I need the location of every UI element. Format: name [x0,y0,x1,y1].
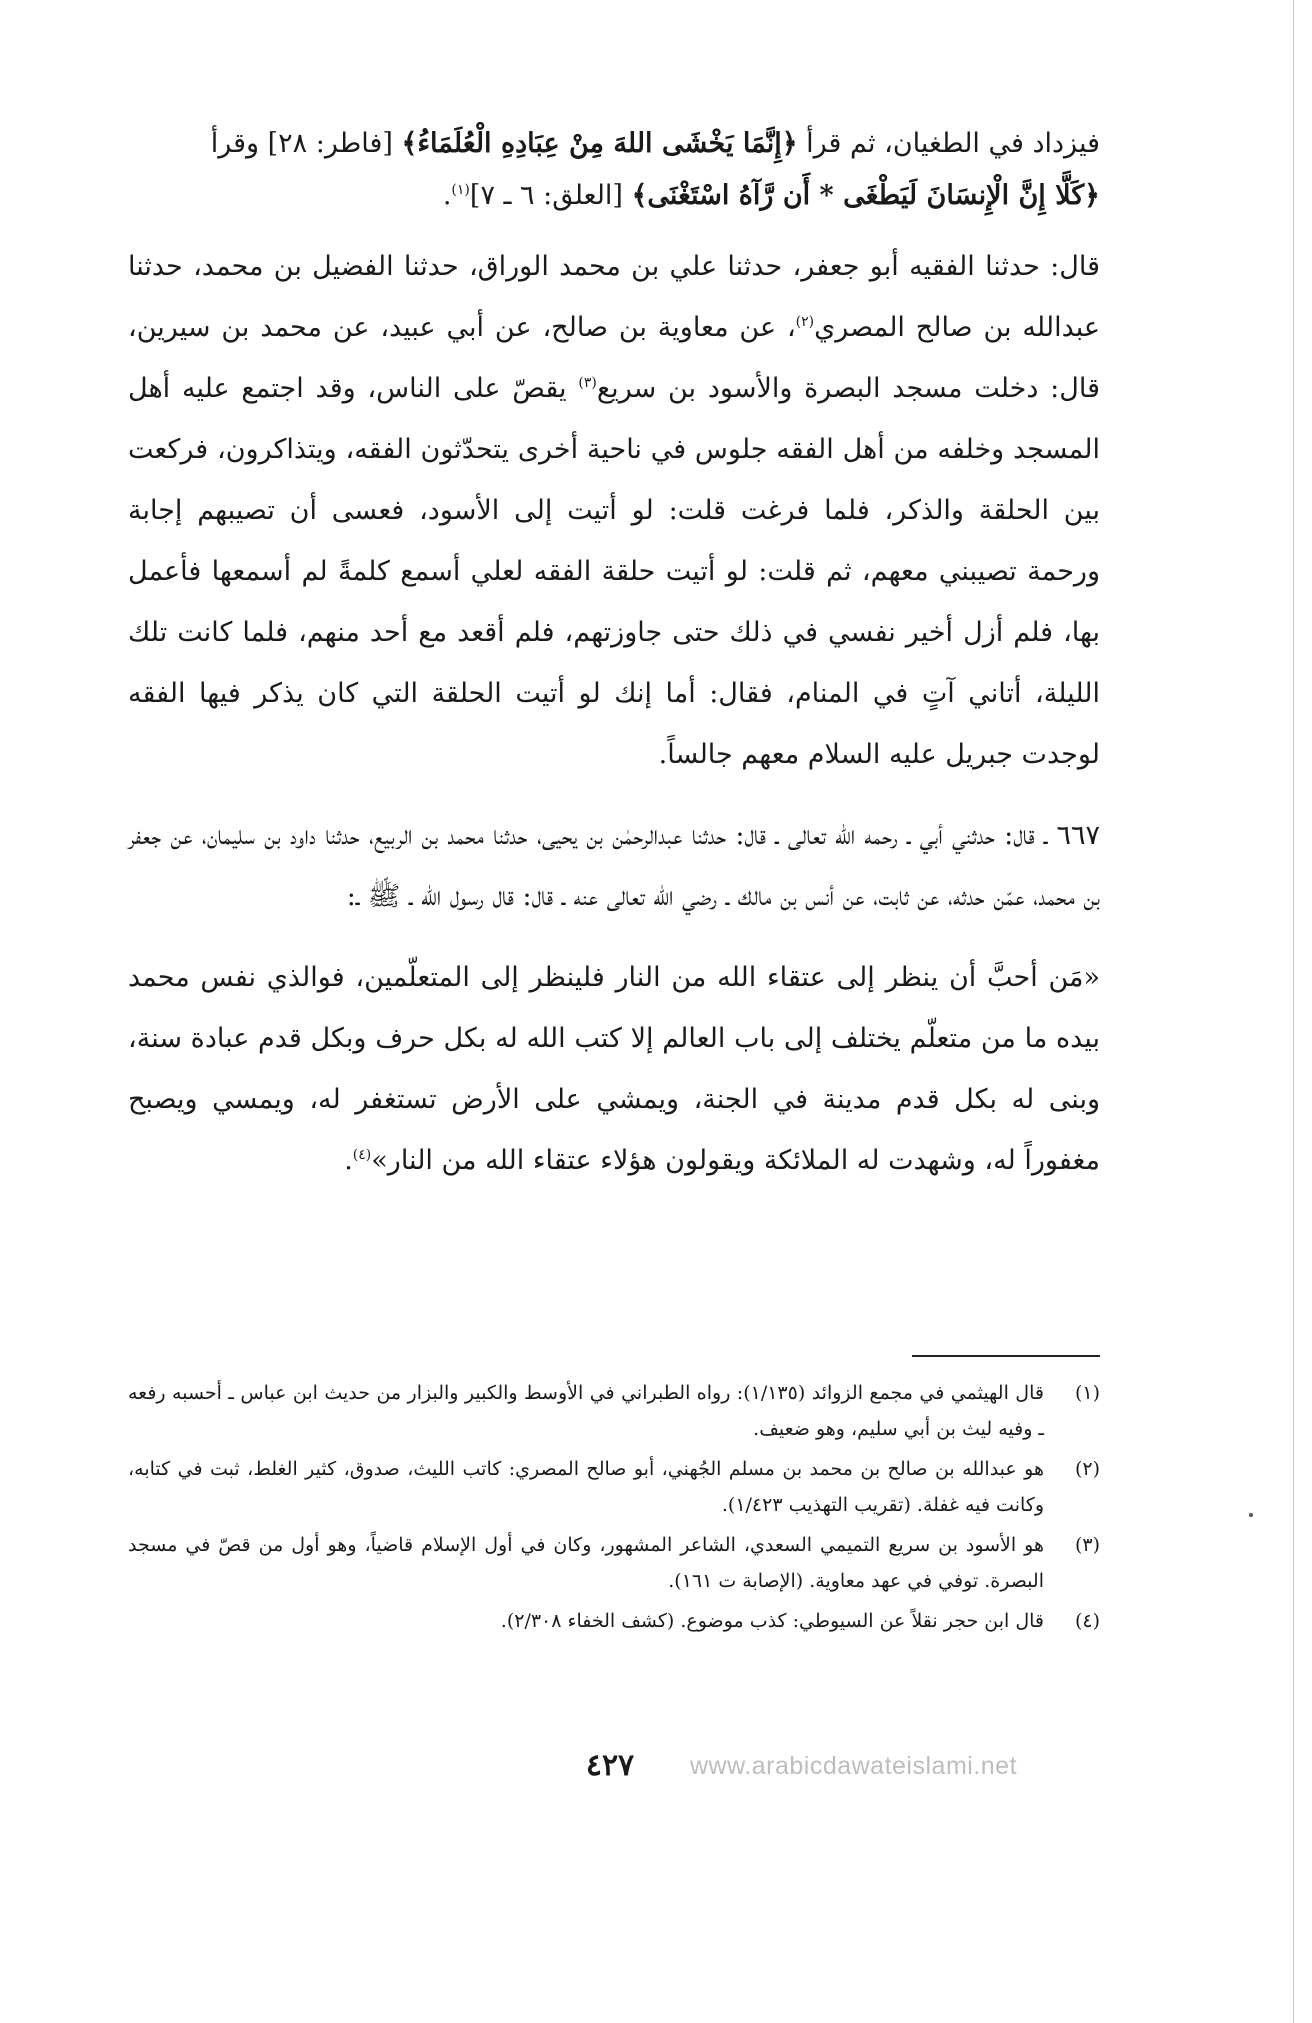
website-watermark: www.arabicdawateislami.net [690,1752,1018,1780]
footnote-3 [128,1527,1100,1599]
line1-text-a: فيزداد في الطغيان، ثم قرأ [797,128,1100,159]
p1-text-a: قال: حدثنا الفقيه أبو جعفر، حدثنا علي بن محمد الوراق، حدثنا الفضيل بن محمد، حدثنا عبدالله بن صالح المصري [128,251,1100,343]
opening-line-2 [128,170,1100,222]
p1-text-c: يقصّ على الناس، وقد اجتمع عليه أهل المسجد وخلفه من أهل الفقه جلوس في ناحية أخرى يتحدّثون الفقه، ويتذاكرون، فركعت بين الحلقة والذكر، فلما فرغت قلت: لو أتيت إلى الأسود، فعسى أن تصيبهم إجابة ورحمة تصيبني معهم، ثم قلت: لو أتيت حلقة الفقه لعلي أسمع كلمةً لم أسمعها فأعمل بها، فلم أزل أخير نفسي في ذلك حتى جاوزتهم، فلم أقعد مع أحد منهم، فلما كانت تلك الليلة، أتاني آتٍ في المنام، فقال: أما إنك لو أتيت الحلقة التي كان يذكر فيها الفقه لوجدت جبريل عليه السلام معهم جالساً. [128,373,1100,770]
paragraph-narration-1 [128,236,1100,785]
line2-end: . [442,180,452,211]
page-number: ٤٢٧ [585,1748,635,1783]
footnote-ref-4: (٤) [352,1147,372,1163]
paragraph-hadith-text [128,947,1100,1191]
line2-citation: [العلق: ٦ ـ ٧] [469,180,632,211]
opening-verses-block [128,118,1100,222]
p2-text: ٦٦٧ ـ قال: حدثني أبي ـ رحمه الله تعالى ـ قال: حدثنا عبدالرحمٰن بن يحيى، حدثنا محمد بن الربيع، حدثنا داود بن سليمان، عن جعفر بن محمد، عمّن حدثه، عن ثابت، عن أنس بن مالك ـ رضي الله تعالى عنه ـ قال: قال رسول الله ـ ﷺ ـ: [128,820,1100,912]
footnote-separator [912,1355,1100,1357]
footnote-text: هو عبدالله بن صالح بن محمد بن مسلم الجُهني، أبو صالح المصري: كاتب الليث، صدوق، كثير الغلط، ثبت في كتابه، وكانت فيه غفلة. (تقريب التهذيب ١/٤٢٣). [128,1458,1044,1516]
footnote-number: (٣) [1074,1534,1100,1556]
opening-line-1 [128,118,1100,170]
line1-text-b: [فاطر: ٢٨] وقرأ [210,128,402,159]
paragraph-gap [128,785,1100,805]
p3-text: «مَن أحبَّ أن ينظر إلى عتقاء الله من النار فلينظر إلى المتعلّمين، فوالذي نفس محمد بيده ما من متعلّم يختلف إلى باب العالم إلا كتب الله له بكل حرف وبكل قدم عبادة سنة، وبنى له بكل قدم مدينة في الجنة، ويمشي على الأرض تستغفر له، ويمسي ويصبح مغفوراً له، وشهدت له الملائكة ويقولون هؤلاء عتقاء الله من النار» [128,962,1100,1176]
p3-end: . [344,1145,353,1176]
footnote-2 [128,1451,1100,1523]
footnote-ref-3: (٣) [578,375,597,391]
footnote-ref-2: (٢) [795,314,815,330]
footnote-text: هو الأسود بن سريع التميمي السعدي، الشاعر المشهور، وكان في أول الإسلام قاضياً، وهو أول من قصّ في مسجد البصرة. توفي في عهد معاوية. (الإصابة ت ١٦١). [128,1534,1044,1592]
main-text-block [128,236,1100,1191]
quran-verse-alaq: ﴿كَلَّا إِنَّ الْإِنسَانَ لَيَطْغَى * أَن رَّآهُ اسْتَغْنَى﴾ [631,180,1100,211]
footnote-4 [128,1603,1100,1639]
scan-dot [1249,1513,1253,1517]
quran-verse-fatir: ﴿إِنَّمَا يَخْشَى اللهَ مِنْ عِبَادِهِ الْعُلَمَاءُ﴾ [401,128,798,159]
paragraph-gap [128,927,1100,947]
page-edge-line [1293,0,1294,2023]
paragraph-hadith-667 [128,805,1100,927]
footnote-number: (٢) [1074,1458,1100,1480]
footnote-number: (١) [1074,1382,1100,1404]
p1-text-b: ، عن معاوية بن صالح، عن أبي عبيد، عن محمد بن سيرين، قال: دخلت مسجد البصرة والأسود بن سريع [128,312,1100,404]
footnote-text: قال ابن حجر نقلاً عن السيوطي: كذب موضوع. (كشف الخفاء ٢/٣٠٨). [500,1610,1044,1632]
footnote-number: (٤) [1074,1610,1100,1632]
footnote-ref-1: (١) [451,182,470,198]
footnote-1 [128,1375,1100,1447]
footnotes-block [128,1375,1100,1643]
footnote-text: قال الهيثمي في مجمع الزوائد (١/١٣٥): رواه الطبراني في الأوسط والكبير والبزار من حديث ابن عباس ـ أحسبه رفعه ـ وفيه ليث بن أبي سليم، وهو ضعيف. [128,1382,1044,1440]
